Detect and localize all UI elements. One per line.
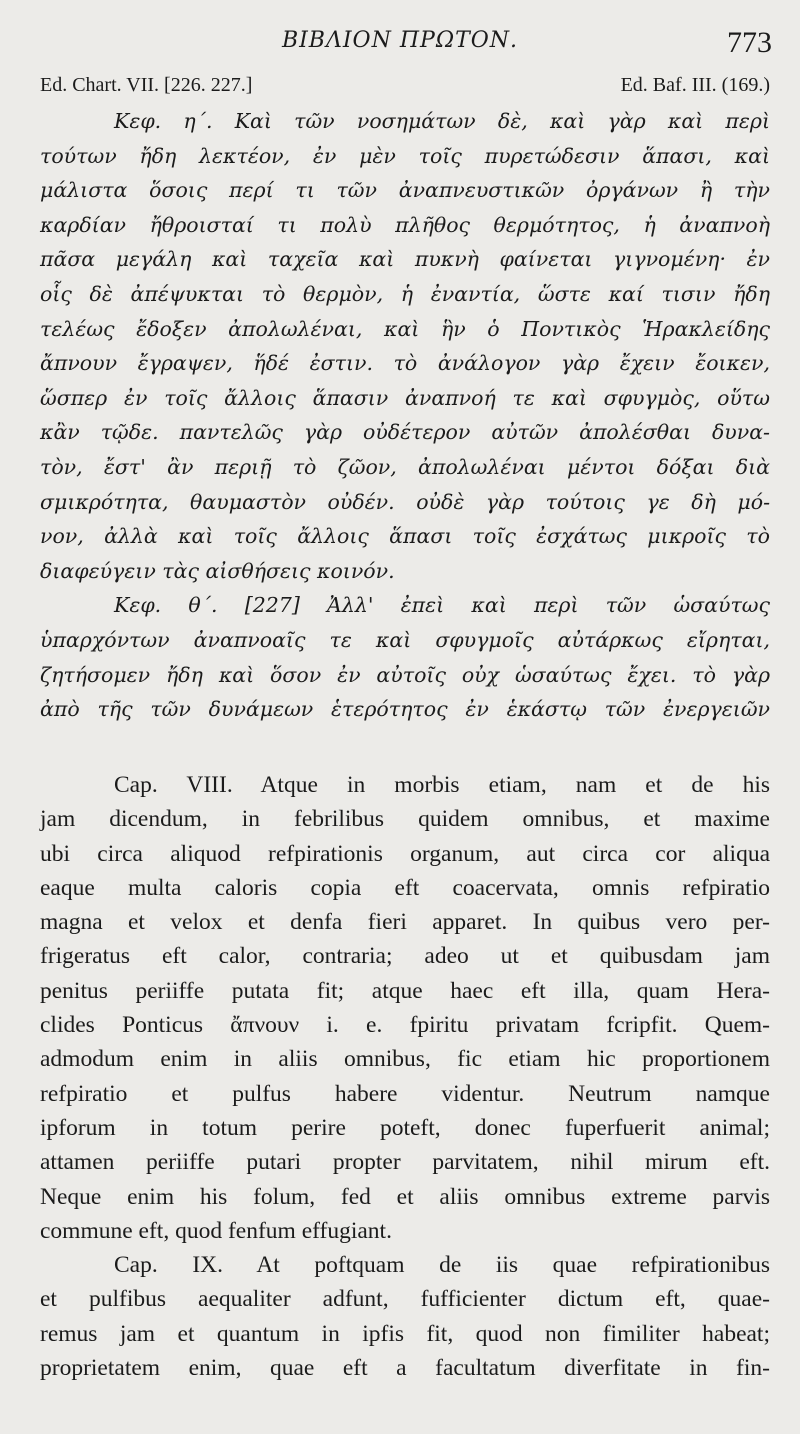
latin-line: clides Ponticus ἄπνουν i. e. fpiritu privatam fcripfit. Quem- (40, 1012, 770, 1039)
latin-line: commune eft, quod fenfum effugiant. (40, 1217, 392, 1244)
latin-line: magna et velox et denfa fieri apparet. In quibus vero per- (40, 909, 770, 936)
latin-line: Cap. VIII. Atque in morbis etiam, nam et de his (114, 772, 770, 798)
greek-line: Κεφ. η΄. Καὶ τῶν νοσημάτων δὲ, καὶ γὰρ καὶ περὶ (114, 109, 770, 133)
latin-line: Neque enim his folum, fed et aliis omnibus extreme parvis (40, 1183, 770, 1210)
latin-line: frigeratus eft calor, contraria; adeo ut et quibusdam jam (40, 943, 770, 970)
edition-basel: Ed. Baf. III. (169.) (620, 74, 770, 96)
greek-line: κἂν τῷδε. παντελῶς γὰρ οὐδέτερον αὐτῶν ἀπολέσθαι δυνα- (40, 420, 770, 445)
greek-line: οἷς δὲ ἀπέψυκται τὸ θερμὸν, ἡ ἐναντία, ὥστε καί τισιν ἤδη (40, 281, 770, 306)
greek-line: ὑπαρχόντων ἀναπνοαῖς τε καὶ σφυγμοῖς αὐτάρκως εἴρηται, (40, 627, 770, 652)
edition-references (40, 74, 770, 104)
greek-line: τούτων ἤδη λεκτέον, ἐν μὲν τοῖς πυρετώδεσιν ἅπασι, καὶ (40, 143, 770, 168)
latin-line: refpiratio et pulfus habere videntur. Neutrum namque (40, 1080, 770, 1107)
latin-line: ubi circa aliquod refpirationis organum, aut circa cor aliqua (40, 840, 770, 867)
latin-line: eaque multa caloris copia eft coacervata, omnis refpiratio (40, 874, 770, 901)
greek-line: ὥσπερ ἐν τοῖς ἄλλοις ἅπασιν ἀναπνοή τε καὶ σφυγμὸς, οὕτω (40, 385, 770, 410)
latin-line: remus jam et quantum in ipfis fit, quod non fimiliter habeat; (40, 1320, 770, 1347)
greek-line: νον, ἀλλὰ καὶ τοῖς ἄλλοις ἅπασι τοῖς ἐσχάτως μικροῖς τὸ (40, 524, 770, 549)
latin-line: ipforum in totum perire poteft, donec fuperfuerit animal; (40, 1114, 770, 1141)
greek-line: ἀπὸ τῆς τῶν δυνάμεων ἑτερότητος ἐν ἑκάστῳ τῶν ἐνεργειῶν (40, 697, 770, 722)
latin-line: attamen periiffe putari propter parvitatem, nihil mirum eft. (40, 1149, 770, 1176)
greek-line: ζητήσομεν ἤδη καὶ ὅσον ἐν αὐτοῖς οὐχ ὡσαύτως ἔχει. τὸ γὰρ (40, 662, 770, 687)
greek-line: ἄπνουν ἔγραψεν, ἥδέ ἐστιν. τὸ ἀνάλογον γὰρ ἔχειν ἔοικεν, (40, 351, 770, 376)
running-title: ΒΙΒΛΙΟΝ ΠΡΩΤΟΝ. (281, 28, 519, 53)
latin-text-block (40, 768, 770, 1385)
greek-line: Κεφ. θ΄. [227] Ἀλλ' ἐπεὶ καὶ περὶ τῶν ὡσαύτως (114, 593, 770, 618)
latin-line: et pulfibus aequaliter adfunt, fufficienter dictum eft, quae- (40, 1286, 770, 1313)
latin-line: jam dicendum, in febrilibus quidem omnibus, et maxime (40, 806, 770, 833)
page-number: 773 (727, 26, 772, 59)
running-head (0, 26, 800, 62)
greek-line: πᾶσα μεγάλη καὶ ταχεῖα καὶ πυκνὴ φαίνεται γιγνομένη· ἐν (40, 247, 770, 272)
greek-text-block (40, 104, 770, 727)
greek-line: μάλιστα ὅσοις περί τι τῶν ἀναπνευστικῶν ὀργάνων ἢ τὴν (40, 178, 770, 203)
greek-line: τελέως ἔδοξεν ἀπολωλέναι, καὶ ἣν ὁ Ποντικὸς Ἡρακλείδης (40, 316, 770, 341)
latin-line: penitus periiffe putata fit; atque haec eft illa, quam Hera- (40, 977, 770, 1004)
latin-line: Cap. IX. At poftquam de iis quae refpirationibus (114, 1252, 770, 1279)
greek-line: διαφεύγειν τὰς αἰσθήσεις κοινόν. (40, 558, 395, 583)
greek-line: τὸν, ἔστ' ἂν περιῇ τὸ ζῶον, ἀπολωλέναι μέντοι δόξαι διὰ (40, 454, 770, 479)
latin-line: admodum enim in aliis omnibus, fic etiam hic proportionem (40, 1046, 770, 1073)
greek-line: σμικρότητα, θαυμαστὸν οὐδέν. οὐδὲ γὰρ τούτοις γε δὴ μό- (40, 489, 770, 514)
edition-chartier: Ed. Chart. VII. [226. 227.] (40, 74, 253, 96)
latin-line: proprietatem enim, quae eft a facultatum diverfitate in fin- (40, 1355, 770, 1382)
greek-line: καρδίαν ἤθροισταί τι πολὺ πλῆθος θερμότητος, ἡ ἀναπνοὴ (40, 212, 770, 237)
